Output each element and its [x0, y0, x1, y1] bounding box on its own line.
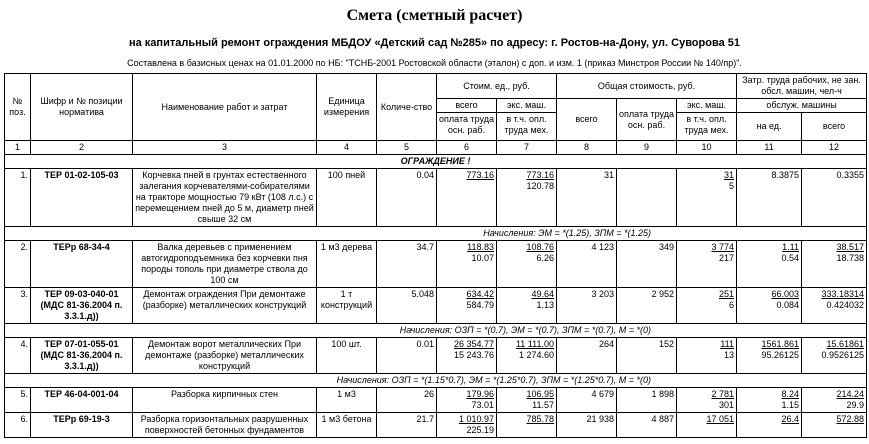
row-qty: 34.7 — [377, 241, 437, 288]
value-main: 785.78 — [526, 414, 554, 424]
row-total-pay: 349 — [617, 241, 677, 288]
value-sub: 0.54 — [781, 253, 800, 263]
row-total-all: 4 679 — [557, 388, 617, 413]
col-labor-header: Затр. труда рабочих, не зан. обсл. машин, чел-ч — [737, 74, 867, 99]
value-sub: 0.3355 — [836, 170, 865, 180]
row-code: ТЕР 07-01-055-01 (МДС 81-36.2004 п. 3.3.1.д)) — [31, 338, 133, 374]
row-total-pay: 4 887 — [617, 413, 677, 438]
value-sub: 584.79 — [466, 300, 494, 310]
col-number: 5 — [377, 141, 437, 155]
row-number: 1. — [5, 169, 31, 227]
row-qty: 26 — [377, 388, 437, 413]
table-header — [5, 74, 867, 155]
row-qty: 0.01 — [377, 338, 437, 374]
row-unit: 1 м3 бетона — [317, 413, 377, 438]
row-name: Валка деревьев с применением автогидроподъемника без корчевки пня породы тополь при диаметре ствола до 100 см — [133, 241, 317, 288]
row-unit-cost-mach — [497, 241, 557, 288]
row-labor-all — [802, 388, 867, 413]
col-per-unit-header: на ед. — [737, 113, 802, 141]
value-sub: 10.07 — [471, 253, 494, 263]
value-sub: 1 274.60 — [518, 350, 554, 360]
row-unit-cost-mach — [497, 388, 557, 413]
value-main: 108.76 — [526, 242, 554, 252]
col-number: 9 — [617, 141, 677, 155]
row-code: ТЕРр 69-19-3 — [31, 413, 133, 438]
value-main: 118.83 — [467, 242, 494, 252]
col-pay-mach2-header: в т.ч. опл. труда мех. — [677, 113, 737, 141]
table-row — [5, 169, 867, 227]
col-qty-header: Количе-ство — [377, 74, 437, 141]
value-sub: 225.19 — [466, 425, 494, 435]
value-sub: 5 — [729, 181, 735, 191]
row-number: 5. — [5, 388, 31, 413]
row-labor-unit — [737, 169, 802, 227]
table-row — [5, 413, 867, 438]
row-code: ТЕР 09-03-040-01 (МДС 81-36.2004 п. 3.3.1.д)) — [31, 288, 133, 324]
row-unit-cost-all — [437, 413, 497, 438]
row-total-mach — [677, 288, 737, 324]
row-total-all: 21 938 — [557, 413, 617, 438]
col-code-header: Шифр и № позиции норматива — [31, 74, 133, 141]
row-total-all: 31 — [557, 169, 617, 227]
value-main: 251 — [719, 289, 735, 299]
row-unit-cost-mach — [497, 338, 557, 374]
row-total-pay: 2 952 — [617, 288, 677, 324]
col-all-header: всего — [437, 99, 497, 113]
col-number: 1 — [5, 141, 31, 155]
value-main: 572.88 — [836, 414, 865, 424]
row-number: 3. — [5, 288, 31, 324]
value-main: 38.517 — [836, 242, 865, 252]
row-unit: 1 м3 дерева — [317, 241, 377, 288]
col-pay-main2-header: оплата труда осн. раб. — [617, 99, 677, 141]
row-qty: 21.7 — [377, 413, 437, 438]
value-main: 26 354.77 — [453, 339, 494, 349]
value-main: 634.42 — [466, 289, 494, 299]
table-body — [5, 155, 867, 438]
row-unit-cost-all — [437, 338, 497, 374]
row-total-pay: 1 898 — [617, 388, 677, 413]
value-sub: 73.01 — [471, 400, 494, 410]
column-numbers-row — [5, 141, 867, 155]
row-code: ТЕР 46-04-001-04 — [31, 388, 133, 413]
col-number: 10 — [677, 141, 737, 155]
row-labor-unit — [737, 388, 802, 413]
col-number: 11 — [737, 141, 802, 155]
value-sub: 1.15 — [781, 400, 800, 410]
value-main: 214.24 — [836, 389, 865, 399]
row-labor-all — [802, 169, 867, 227]
col-exp-mach-header: экс. маш. — [497, 99, 557, 113]
value-sub: 11.57 — [532, 400, 554, 410]
value-main: 773.16 — [526, 170, 554, 180]
col-num-header: № поз. — [5, 74, 31, 141]
row-total-mach — [677, 169, 737, 227]
row-number: 4. — [5, 338, 31, 374]
row-labor-unit — [737, 338, 802, 374]
value-sub: 301 — [719, 400, 735, 410]
value-main: 3 774 — [711, 242, 735, 252]
row-name: Корчевка пней в грунтах естественного залегания корчевателями-собирателями на тракторе мощностью 79 кВт (108 л.с.) с перемещением пней до 5 м, диаметр пней свыше 32 см — [133, 169, 317, 227]
col-all2-header: всего — [557, 99, 617, 141]
row-unit-cost-mach — [497, 288, 557, 324]
value-sub: 0.424032 — [826, 300, 865, 310]
row-labor-all — [802, 413, 867, 438]
value-main: 15.61861 — [826, 339, 865, 349]
value-main: 11 111.00 — [515, 339, 554, 349]
row-unit: 100 пней — [317, 169, 377, 227]
value-sub: 8.3875 — [771, 170, 800, 180]
table-row — [5, 388, 867, 413]
value-main: 106.95 — [526, 389, 554, 399]
col-number: 3 — [133, 141, 317, 155]
charges-note-row — [5, 374, 867, 388]
row-unit-cost-mach — [497, 413, 557, 438]
charges-note: Начисления: ОЗП = *(1.15*0.7), ЭМ = *(1.25*0.7), ЗПМ = *(1.25*0.7), М = *(0) — [5, 374, 867, 388]
col-labor-all-header: всего — [802, 113, 867, 141]
row-unit: 1 т конструкций — [317, 288, 377, 324]
row-unit-cost-all — [437, 288, 497, 324]
row-unit-cost-all — [437, 169, 497, 227]
col-number: 6 — [437, 141, 497, 155]
row-number: 6. — [5, 413, 31, 438]
price-basis-note: Составлена в базисных ценах на 01.01.2000 по НБ: "ТСНБ-2001 Ростовской области (эталон) с доп. и изм. 1 (приказ Минстроя России № 140/пр)". — [127, 58, 742, 68]
row-labor-unit — [737, 413, 802, 438]
value-main: 26.4 — [781, 414, 800, 424]
col-number: 7 — [497, 141, 557, 155]
value-main: 333.18314 — [821, 289, 865, 299]
value-main: 49.64 — [531, 289, 554, 299]
col-number: 2 — [31, 141, 133, 155]
value-main: 2 781 — [711, 389, 735, 399]
value-main: 31 — [724, 170, 735, 180]
row-name: Разборка горизонтальных разрушенных поверхностей бетонных фундаментов — [133, 413, 317, 438]
row-code: ТЕР 01-02-105-03 — [31, 169, 133, 227]
col-unit-header: Единица измерения — [317, 74, 377, 141]
value-main: 17 051 — [706, 414, 735, 424]
row-unit-cost-all — [437, 388, 497, 413]
value-sub: 18.738 — [836, 253, 865, 263]
value-main: 1.11 — [782, 242, 800, 252]
col-pay-mach-header: в т.ч. опл. труда мех. — [497, 113, 557, 141]
row-qty: 5.048 — [377, 288, 437, 324]
value-sub: 95.26125 — [761, 350, 800, 360]
row-name: Разборка кирпичных стен — [133, 388, 317, 413]
col-exp-mach2-header: экс. маш. — [677, 99, 737, 113]
value-sub: 29.9 — [846, 400, 865, 410]
charges-note-row — [5, 324, 867, 338]
value-main: 773.16 — [466, 170, 494, 180]
row-name: Демонтаж ограждения При демонтаже (разборке) металлических конструкций — [133, 288, 317, 324]
row-name: Демонтаж ворот металлических При демонтаже (разборке) металлических конструкций — [133, 338, 317, 374]
col-unit-cost-header: Стоим. ед., руб. — [437, 74, 557, 99]
section-row — [5, 155, 867, 169]
row-labor-all — [802, 338, 867, 374]
value-sub: 13 — [724, 350, 735, 360]
col-number: 4 — [317, 141, 377, 155]
col-number: 12 — [802, 141, 867, 155]
row-qty: 0.04 — [377, 169, 437, 227]
row-total-mach — [677, 241, 737, 288]
row-labor-all — [802, 241, 867, 288]
row-unit: 100 шт. — [317, 338, 377, 374]
row-labor-unit — [737, 241, 802, 288]
col-total-cost-header: Общая стоимость, руб. — [557, 74, 737, 99]
row-unit: 1 м3 — [317, 388, 377, 413]
row-total-mach — [677, 413, 737, 438]
value-sub: 0.084 — [776, 300, 800, 310]
document-subtitle: на капитальный ремонт ограждения МБДОУ «Детский сад №285» по адресу: г. Ростов-на-Дону, ул. Суворова 51 — [128, 37, 740, 49]
value-main: 1 010.97 — [458, 414, 494, 424]
value-sub: 1.13 — [536, 300, 554, 310]
col-maint-header: обслуж. машины — [737, 99, 867, 113]
value-sub: 120.78 — [526, 181, 554, 191]
document-title: Смета (сметный расчет) — [346, 7, 523, 24]
value-sub: 217 — [719, 253, 735, 263]
row-labor-all — [802, 288, 867, 324]
row-number: 2. — [5, 241, 31, 288]
value-main: 111 — [720, 339, 735, 349]
row-total-pay: 152 — [617, 338, 677, 374]
value-main: 66.003 — [771, 289, 800, 299]
value-main: 8.24 — [781, 389, 800, 399]
charges-note: Начисления: ЭМ = *(1.25), ЗПМ = *(1.25) — [5, 227, 867, 241]
estimate-table — [4, 73, 867, 438]
charges-note-row — [5, 227, 867, 241]
col-name-header: Наименование работ и затрат — [133, 74, 317, 141]
row-total-mach — [677, 338, 737, 374]
row-total-all: 4 123 — [557, 241, 617, 288]
table-row — [5, 241, 867, 288]
row-labor-unit — [737, 288, 802, 324]
row-total-all: 264 — [557, 338, 617, 374]
row-total-pay — [617, 169, 677, 227]
row-unit-cost-mach — [497, 169, 557, 227]
col-number: 8 — [557, 141, 617, 155]
row-code: ТЕРр 68-34-4 — [31, 241, 133, 288]
value-main: 1561.861 — [761, 339, 800, 349]
value-sub: 15 243.76 — [453, 350, 494, 360]
value-main: 179.96 — [466, 389, 494, 399]
row-unit-cost-all — [437, 241, 497, 288]
value-sub: 6.26 — [536, 253, 554, 263]
charges-note: Начисления: ОЗП = *(0.7), ЭМ = *(0.7), ЗПМ = *(0.7), М = *(0) — [5, 324, 867, 338]
row-total-mach — [677, 388, 737, 413]
table-row — [5, 338, 867, 374]
value-sub: 0.9526125 — [821, 350, 865, 360]
value-sub: 6 — [729, 300, 735, 310]
table-row — [5, 288, 867, 324]
row-total-all: 3 203 — [557, 288, 617, 324]
col-pay-main-header: оплата труда осн. раб. — [437, 113, 497, 141]
section-title: ОГРАЖДЕНИЕ ! — [5, 155, 867, 169]
